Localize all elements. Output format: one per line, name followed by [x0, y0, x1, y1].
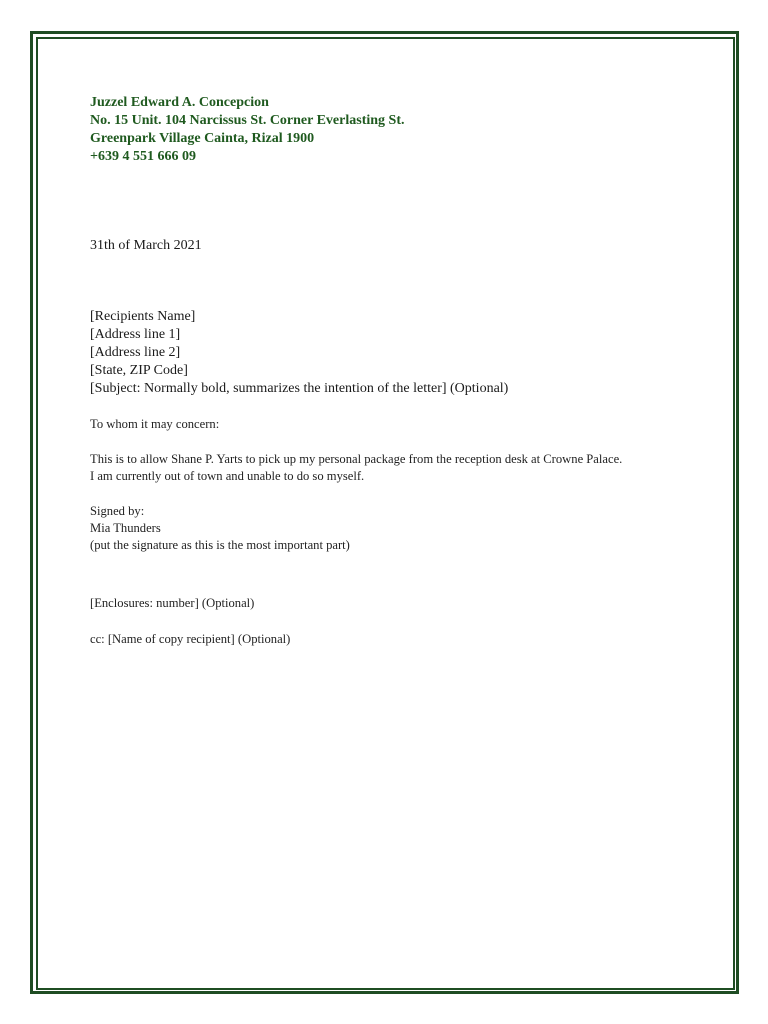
recipient-name: [Recipients Name] [90, 309, 196, 324]
cc-text: cc: [Name of copy recipient] (Optional) [90, 632, 291, 646]
signature-block [90, 503, 350, 554]
sender-block [90, 94, 405, 166]
recipient-state-zip: [State, ZIP Code] [90, 363, 188, 378]
signature-note: (put the signature as this is the most important part) [90, 538, 350, 552]
enclosures-line [90, 595, 254, 612]
sender-name: Juzzel Edward A. Concepcion [90, 95, 269, 110]
sender-phone: +639 4 551 666 09 [90, 149, 196, 164]
salutation [90, 416, 219, 433]
letter-paragraph [90, 451, 622, 485]
salutation-text: To whom it may concern: [90, 417, 220, 431]
paragraph-line-2: I am currently out of town and unable to do so myself. [90, 469, 365, 483]
recipient-address-line-2: [Address line 2] [90, 345, 181, 360]
signature-label: Signed by: [90, 504, 145, 518]
recipient-subject: [Subject: Normally bold, summarizes the intention of the letter] (Optional) [90, 381, 509, 396]
letter-date: 31th of March 2021 [90, 238, 202, 253]
cc-line [90, 631, 290, 648]
enclosures-text: [Enclosures: number] (Optional) [90, 596, 255, 610]
recipient-block [90, 308, 508, 398]
sender-address-line-1: No. 15 Unit. 104 Narcissus St. Corner Everlasting St. [90, 113, 405, 128]
paragraph-line-1: This is to allow Shane P. Yarts to pick up my personal package from the reception desk at Crowne Palace. [90, 452, 623, 466]
signature-name: Mia Thunders [90, 521, 161, 535]
recipient-address-line-1: [Address line 1] [90, 327, 181, 342]
sender-address-line-2: Greenpark Village Cainta, Rizal 1900 [90, 131, 315, 146]
